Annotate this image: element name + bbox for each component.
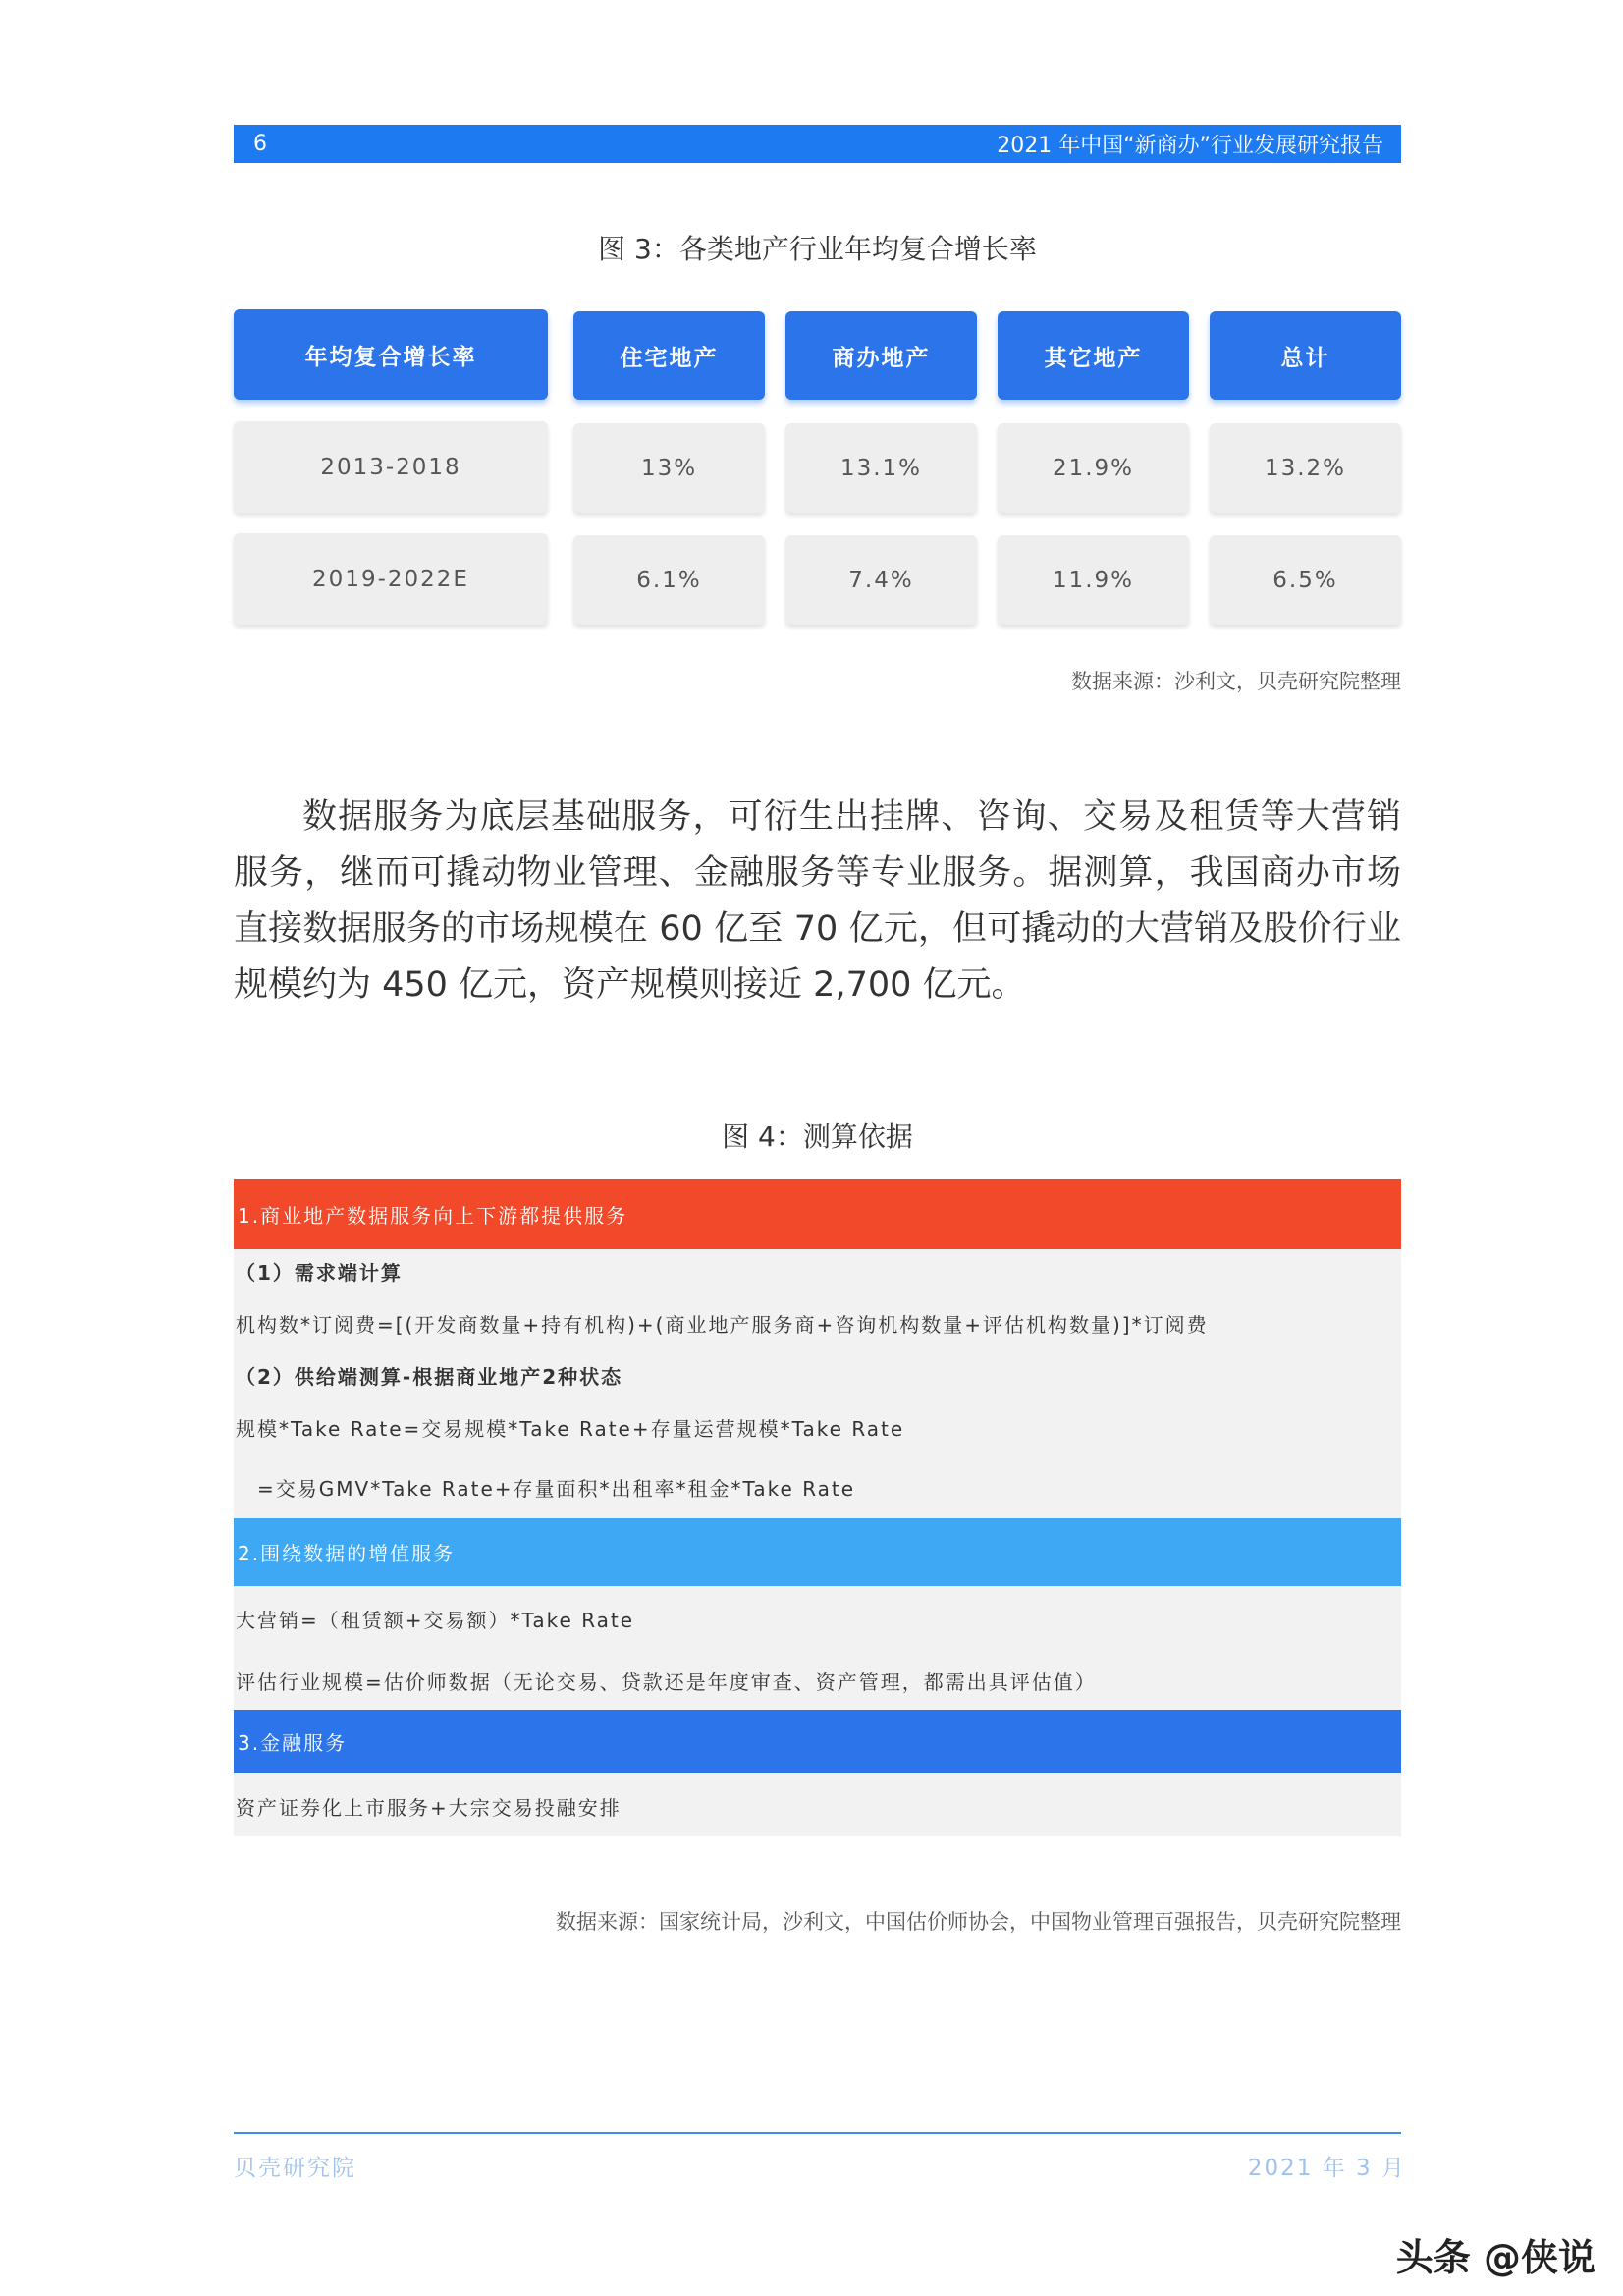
demand-side-heading: （1）需求端计算 <box>236 1261 403 1285</box>
demand-formula: 机构数*订阅费=[(开发商数量+持有机构)+(商业地产服务商+咨询机构数量+评估机构数量)]*订阅费 <box>236 1313 1209 1337</box>
figure3-caption: 图 3：各类地产行业年均复合增长率 <box>598 233 1037 265</box>
supply-formula-1: 规模*Take Rate=交易规模*Take Rate+存量运营规模*Take Rate <box>236 1417 905 1441</box>
header-cell-residential: 住宅地产 <box>573 311 765 400</box>
report-title: 2021 年中国“新商办”行业发展研究报告 <box>997 134 1383 158</box>
footer-divider <box>234 2132 1401 2134</box>
figure4-source: 数据来源：国家统计局，沙利文，中国估价师协会，中国物业管理百强报告，贝壳研究院整理 <box>556 1910 1401 1934</box>
supply-side-heading: （2）供给端测算-根据商业地产2种状态 <box>236 1365 623 1389</box>
finance-formula: 资产证券化上市服务+大宗交易投融安排 <box>236 1796 622 1820</box>
figure4-caption: 图 4：测算依据 <box>722 1121 913 1153</box>
cell-value: 13.1% <box>785 423 977 513</box>
cell-value: 13.2% <box>1210 423 1401 513</box>
header-cell-metric: 年均复合增长率 <box>234 309 548 400</box>
supply-formula-2: =交易GMV*Take Rate+存量面积*出租率*租金*Take Rate <box>257 1477 856 1501</box>
figure3-source: 数据来源：沙利文，贝壳研究院整理 <box>1071 670 1401 693</box>
footer-publisher: 贝壳研究院 <box>234 2156 356 2181</box>
header-cell-commercial: 商办地产 <box>785 311 977 400</box>
cell-value: 6.1% <box>573 535 765 625</box>
footer-date: 2021 年 3 月 <box>1247 2156 1406 2181</box>
cell-value: 7.4% <box>785 535 977 625</box>
page-number: 6 <box>253 132 267 156</box>
section-2-header: 2.围绕数据的增值服务 <box>234 1518 1401 1586</box>
cell-value: 6.5% <box>1210 535 1401 625</box>
section-3-header: 3.金融服务 <box>234 1710 1401 1773</box>
row-period-2013-2018: 2013-2018 <box>234 421 548 513</box>
valuation-formula: 评估行业规模=估价师数据（无论交易、贷款还是年度审查、资产管理，都需出具评估值） <box>236 1670 1097 1694</box>
header-cell-total: 总计 <box>1210 311 1401 400</box>
section-1-header: 1.商业地产数据服务向上下游都提供服务 <box>234 1179 1401 1249</box>
marketing-formula: 大营销=（租赁额+交易额）*Take Rate <box>236 1609 635 1632</box>
cell-value: 13% <box>573 423 765 513</box>
body-paragraph: 数据服务为底层基础服务，可衍生出挂牌、咨询、交易及租赁等大营销服务，继而可撬动物业管理、金融服务等专业服务。据测算，我国商办市场直接数据服务的市场规模在 60 亿至 70 亿元，但可撬动的大营销及股价行业规模约为 450 亿元，资产规模则接近 2,700 亿元。 <box>234 797 1401 1005</box>
cell-value: 21.9% <box>998 423 1189 513</box>
header-cell-other: 其它地产 <box>998 311 1189 400</box>
page-header <box>234 125 1401 163</box>
cell-value: 11.9% <box>998 535 1189 625</box>
row-period-2019-2022e: 2019-2022E <box>234 533 548 625</box>
watermark: 头条 @侠说 <box>1395 2236 1596 2279</box>
